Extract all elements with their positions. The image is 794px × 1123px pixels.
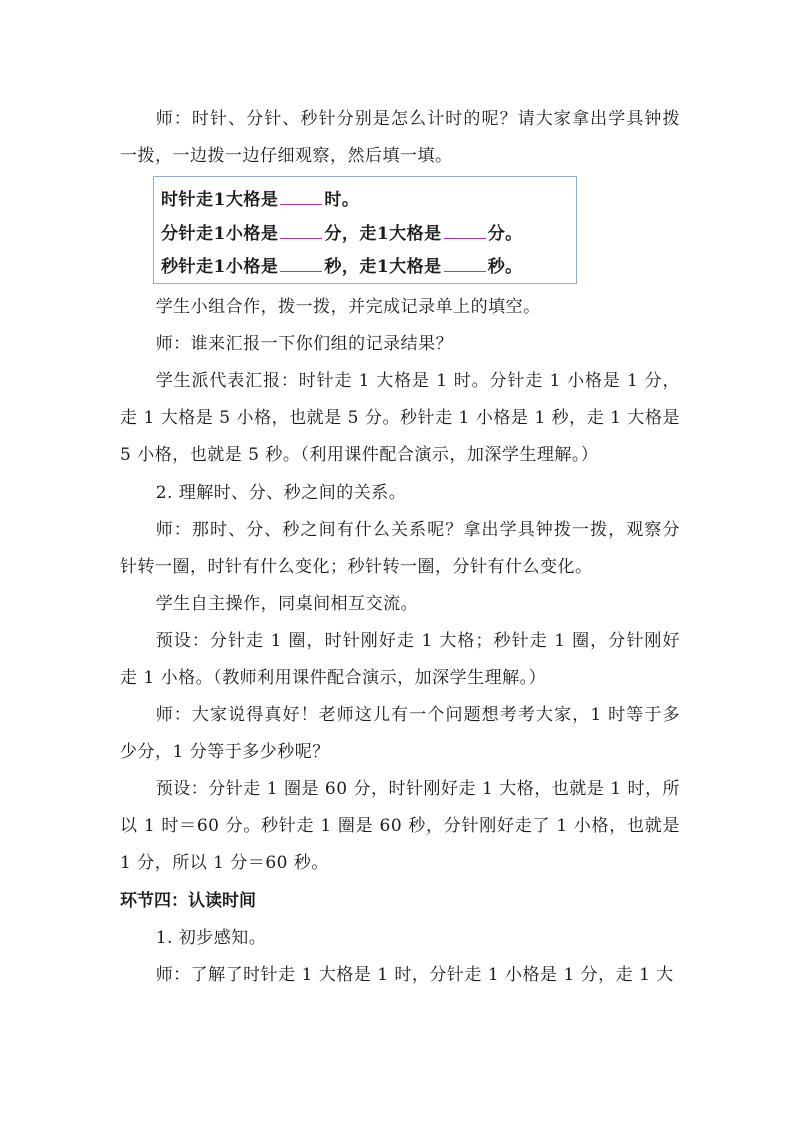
record-line-text: 秒针走1小格是	[161, 257, 279, 277]
paragraph-teacher-reading: 师：了解了时针走 1 大格是 1 时，分针走 1 小格是 1 分，走 1 大	[155, 965, 674, 985]
fill-blank	[280, 249, 322, 272]
paragraph-teacher-relation: 师：那时、分、秒之间有什么关系呢？拿出学具钟拨一拨，观察分针转一圈，时针有什么变化；秒针转一圈，分针有什么变化。	[120, 520, 680, 577]
paragraph-group-work: 学生小组合作，拨一拨，并完成记录单上的填空。	[155, 297, 541, 317]
paragraph-teacher-report: 师：谁来汇报一下你们组的记录结果？	[155, 334, 454, 354]
paragraph-student-operate: 学生自主操作，同桌间相互交流。	[155, 594, 419, 614]
record-sheet-box	[153, 176, 577, 284]
record-line-second	[161, 249, 523, 282]
record-line-minute	[161, 216, 523, 249]
record-line-text: 秒，走1大格是	[324, 257, 442, 277]
paragraph-section-2: 2. 理解时、分、秒之间的关系。	[155, 483, 407, 503]
record-line-text: 秒。	[487, 257, 523, 277]
record-line-text: 分，走1大格是	[324, 224, 442, 244]
paragraph-teacher-praise: 师：大家说得真好！老师这儿有一个问题想考考大家，1 时等于多少分，1 分等于多少秒呢？	[120, 705, 680, 762]
record-line-text: 时针走1大格是	[161, 190, 279, 210]
paragraph-preset-1: 预设：分针走 1 圈，时针刚好走 1 大格；秒针走 1 圈，分针刚好走 1 小格。（教师利用课件配合演示，加深学生理解。）	[120, 631, 680, 688]
paragraph-preset-2: 预设：分针走 1 圈是 60 分，时针刚好走 1 大格，也就是 1 时，所以 1 时＝60 分。秒针走 1 圈是 60 秒，分针刚好走了 1 小格，也就是 1 分，所以 1 分＝60 秒。	[120, 779, 680, 873]
section-heading: 环节四：认读时间	[120, 891, 256, 911]
fill-blank	[444, 249, 486, 272]
fill-blank	[280, 216, 322, 239]
record-line-text: 时。	[324, 190, 360, 210]
paragraph-student-report: 学生派代表汇报：时针走 1 大格是 1 时。分针走 1 小格是 1 分，走 1 大格是 5 小格，也就是 5 分。秒针走 1 小格是 1 秒，走 1 大格是 5 小格，也就是 5 秒。（利用课件配合演示，加深学生理解。）	[120, 371, 680, 465]
record-line-text: 分。	[487, 224, 523, 244]
record-line-hour	[161, 182, 359, 215]
fill-blank	[444, 216, 486, 239]
fill-blank	[280, 182, 322, 205]
paragraph-section-1: 1. 初步感知。	[155, 928, 267, 948]
record-line-text: 分针走1小格是	[161, 224, 279, 244]
paragraph-teacher-question: 师：时针、分针、秒针分别是怎么计时的呢？请大家拿出学具钟拨一拨，一边拨一边仔细观察，然后填一填。	[120, 109, 680, 166]
